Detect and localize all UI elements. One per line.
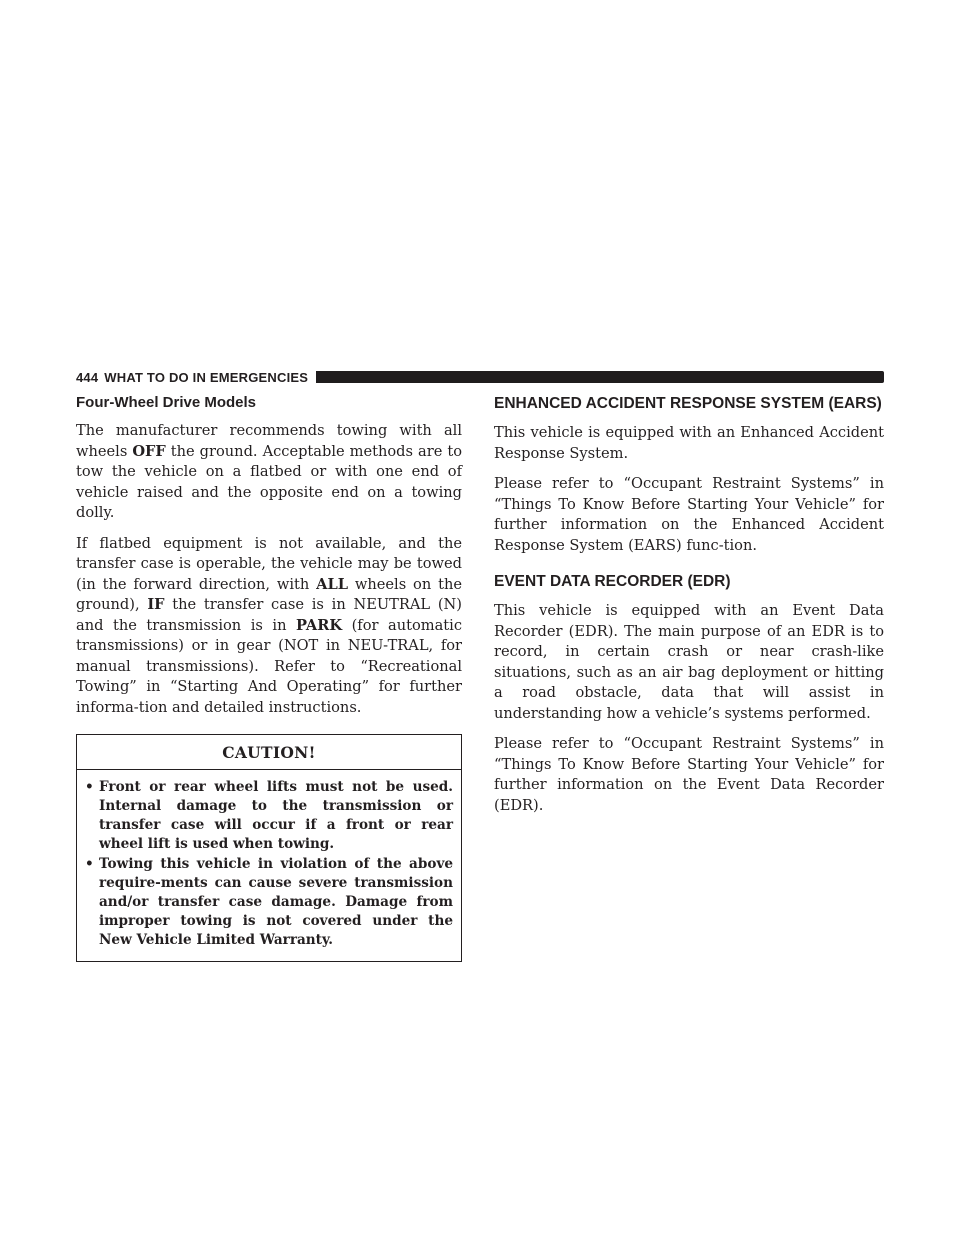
right-column bbox=[494, 394, 884, 826]
edr-paragraph-2: Please refer to “Occupant Restraint Systems” in “Things To Know Before Starting Your Vehicle” for further information on the Event Data Recorder (EDR). bbox=[494, 735, 884, 814]
ears-heading: ENHANCED ACCIDENT RESPONSE SYSTEM (EARS) bbox=[494, 395, 882, 412]
para-emphasis-park: PARK bbox=[296, 616, 343, 634]
caution-title: CAUTION! bbox=[77, 735, 461, 770]
para-emphasis-all: ALL bbox=[316, 575, 349, 593]
ears-paragraph-2: Please refer to “Occupant Restraint Systems” in “Things To Know Before Starting Your Vehicle” for further information on the Enhanced Accident Response System (EARS) func-tion. bbox=[494, 475, 884, 554]
para-text: wheels on the ground), bbox=[76, 575, 462, 613]
four-wheel-drive-paragraph-1 bbox=[76, 421, 462, 524]
four-wheel-drive-paragraph-2 bbox=[76, 534, 462, 719]
left-column bbox=[76, 394, 462, 962]
caution-list bbox=[77, 770, 461, 961]
para-text: The manufacturer recommends towing with all wheels bbox=[76, 422, 462, 460]
caution-item-text: Towing this vehicle in violation of the above require-ments can cause severe transmission and/or transfer case damage. Damage from improper towing is not covered under the New Vehicle Limited Warranty. bbox=[99, 856, 453, 948]
para-text: If flatbed equipment is not available, and the transfer case is operable, the vehicle may be towed (in the forward direction, with bbox=[76, 534, 462, 593]
header-rule bbox=[316, 371, 884, 383]
edr-paragraph-1: This vehicle is equipped with an Event Data Recorder (EDR). The main purpose of an EDR is to record, in certain crash or near crash-like situations, such as an air bag deployment or hitting a road obstacle, data that will assist in understanding how a vehicle’s systems performed. bbox=[494, 602, 884, 722]
para-text: (for automatic transmissions) or in gear (NOT in NEU-TRAL, for manual transmissions). Refer to “Recreational Towing” in “Starting And Operating” for further informa-tion and detailed instructions. bbox=[76, 616, 462, 716]
para-text: the transfer case is in NEUTRAL (N) and the transmission is in bbox=[76, 596, 463, 634]
page-number: 444 bbox=[76, 369, 99, 385]
ears-paragraph-1: This vehicle is equipped with an Enhanced Accident Response System. bbox=[494, 424, 884, 462]
bullet-icon: • bbox=[85, 856, 94, 872]
section-title: WHAT TO DO IN EMERGENCIES bbox=[104, 369, 309, 385]
page-header bbox=[76, 370, 884, 384]
edr-heading: EVENT DATA RECORDER (EDR) bbox=[494, 573, 731, 590]
four-wheel-drive-heading: Four-Wheel Drive Models bbox=[76, 394, 257, 411]
para-emphasis-off: OFF bbox=[132, 442, 166, 460]
caution-item bbox=[85, 855, 453, 950]
caution-box bbox=[76, 734, 462, 962]
para-emphasis-if: IF bbox=[147, 596, 165, 613]
para-text: the ground. Acceptable methods are to tow the vehicle on a flatbed or with one end of vehicle raised and the opposite end on a towing dolly. bbox=[76, 442, 462, 521]
bullet-icon: • bbox=[85, 779, 94, 795]
caution-item-text: Front or rear wheel lifts must not be used. Internal damage to the transmission or transfer case will occur if a front or rear wheel lift is used when towing. bbox=[99, 779, 453, 852]
caution-item bbox=[85, 778, 453, 854]
